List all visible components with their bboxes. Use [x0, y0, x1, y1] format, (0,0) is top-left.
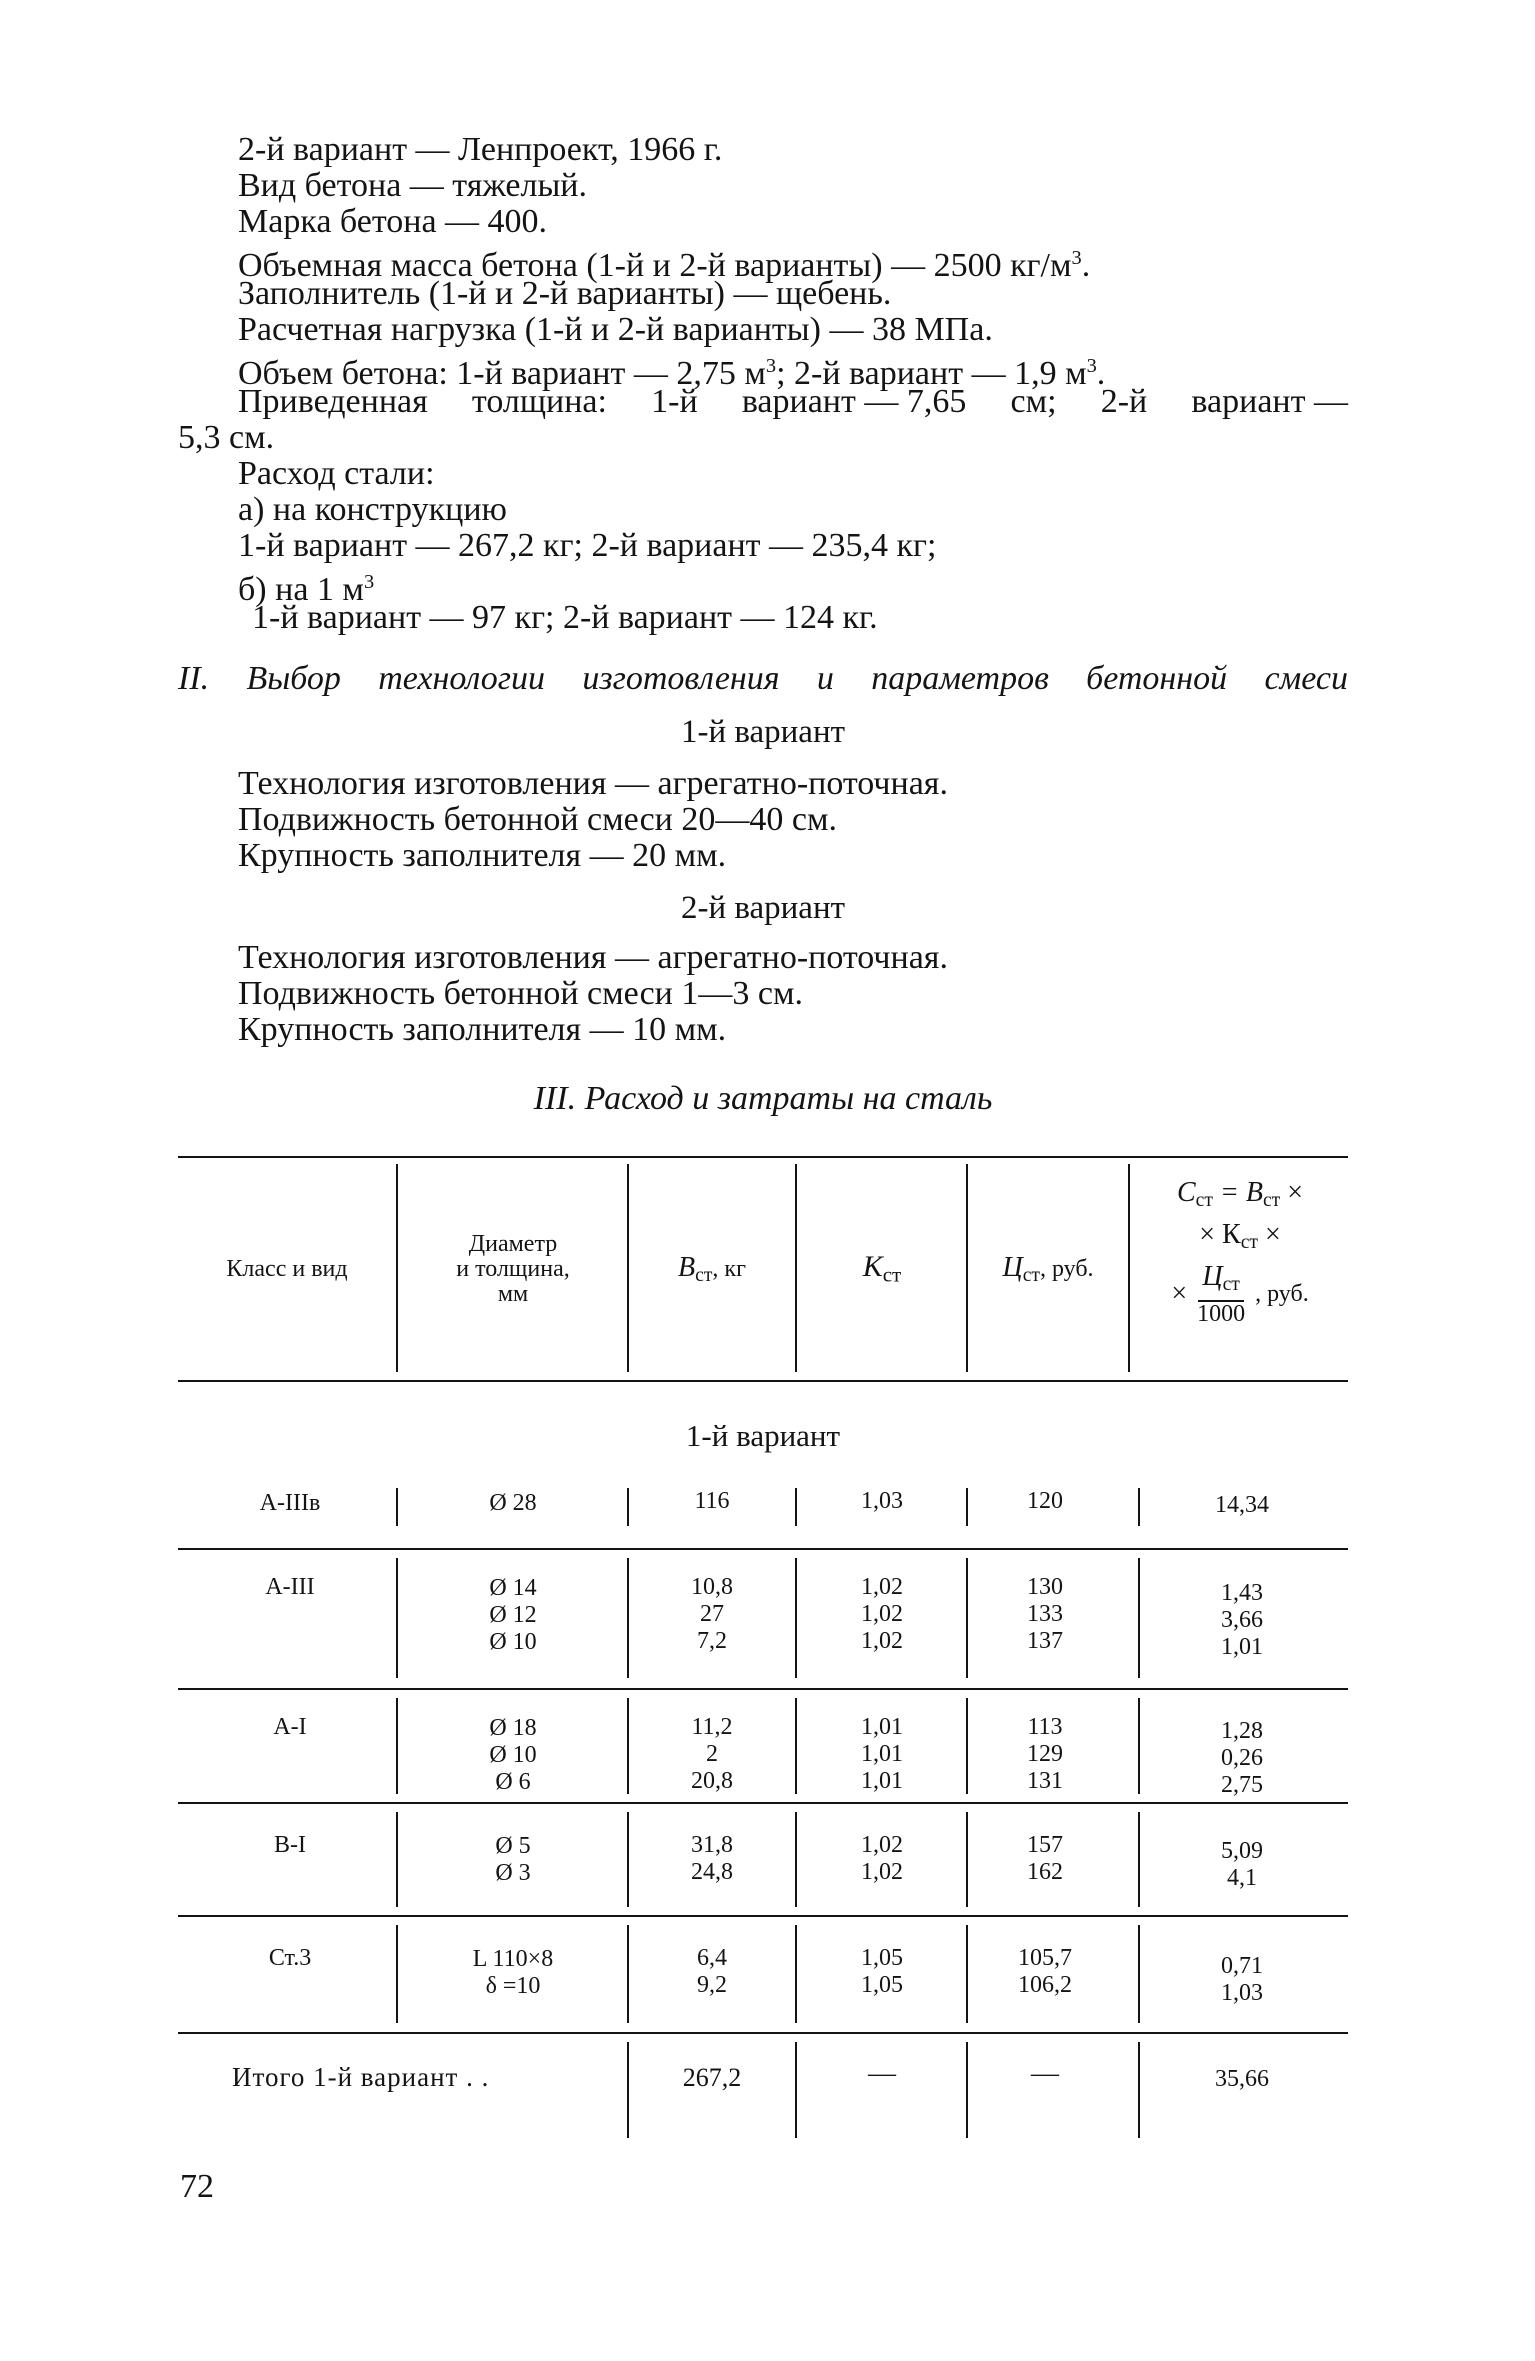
- table-col-rule: [627, 2042, 629, 2138]
- cell-b: 116: [694, 1488, 730, 1514]
- total-label: Итого 1-й вариант . .: [232, 2062, 490, 2092]
- cell-b: 10,8 27 7,2: [691, 1574, 733, 1654]
- table-row-rule: [178, 1915, 1348, 1917]
- table-col-rule: [966, 1812, 968, 1907]
- table-col-rule: [795, 1164, 797, 1372]
- intro-per-m3-values: 1-й вариант — 97 кг; 2-й вариант — 124 кг.: [252, 599, 878, 636]
- table-row-rule: [178, 1802, 1348, 1804]
- cell-diameter: L 110×8 δ =10: [472, 1946, 554, 1999]
- cell-k: 1,02 1,02 1,02: [861, 1574, 903, 1654]
- cell-diameter: Ø 14 Ø 12 Ø 10: [489, 1575, 537, 1655]
- cell-s: 5,09 4,1: [1221, 1838, 1263, 1891]
- cell-s: 1,43 3,66 1,01: [1221, 1580, 1263, 1660]
- cell-b: 31,8 24,8: [691, 1832, 733, 1885]
- table-col-rule: [1138, 2042, 1140, 2138]
- cell-k: 1,03: [861, 1488, 903, 1514]
- formula-fraction: $Ц_{ст}$ 1000: [1197, 1260, 1246, 1327]
- intro-steel-consumption: Расход стали:: [238, 455, 435, 492]
- table-col-rule: [1138, 1812, 1140, 1907]
- header-formula: [1132, 1176, 1348, 1327]
- intro-concrete-grade: Марка бетона — 400.: [238, 203, 548, 240]
- table-total-rule: [178, 2032, 1348, 2034]
- cell-c: 130 133 137: [1027, 1574, 1063, 1654]
- cell-b: 11,2 2 20,8: [691, 1714, 733, 1794]
- intro-volume: Объем бетона: 1-й вариант — 2,75 $м^3$; 2-й вариант — 1,9 $м^3$.: [238, 355, 1106, 393]
- intro-per-structure-values: 1-й вариант — 267,2 кг; 2-й вариант — 235,4 кг;: [238, 527, 937, 564]
- cell-k: 1,02 1,02: [861, 1832, 903, 1885]
- table-col-rule: [966, 1164, 968, 1372]
- cell-k: 1,01 1,01 1,01: [861, 1714, 903, 1794]
- table-col-rule: [627, 1488, 629, 1526]
- section2-title: II. Выбор технологии изготовления и параметров бетонной смеси: [178, 660, 1348, 697]
- formula-line1: $С_{ст} = В_{ст}$ ×: [1176, 1177, 1303, 1211]
- page-number: 72: [180, 2168, 214, 2205]
- table-col-rule: [396, 1812, 398, 1907]
- cell-class: А-IIIв: [259, 1490, 321, 1516]
- table-col-rule: [1138, 1488, 1140, 1526]
- table-col-rule: [795, 2042, 797, 2138]
- header-diameter: Диаметр и толщина, мм: [456, 1231, 570, 1307]
- table-row-rule: [178, 1688, 1348, 1690]
- cell-s: 1,28 0,26 2,75: [1221, 1718, 1263, 1798]
- table-col-rule: [966, 1925, 968, 2023]
- cell-c: 105,7 106,2: [1018, 1945, 1072, 1998]
- cell-c: 120: [1027, 1488, 1063, 1514]
- cell-diameter: Ø 28: [489, 1490, 537, 1516]
- formula-line2: × $К_{ст}$ ×: [1199, 1218, 1281, 1253]
- section2-v2-mobility: Подвижность бетонной смеси 1—3 см.: [238, 975, 803, 1012]
- cell-c: 113 129 131: [1027, 1714, 1063, 1794]
- section2-v2-technology: Технология изготовления — агрегатно-поточная.: [238, 939, 948, 976]
- intro-bulk-density: Объемная масса бетона (1-й и 2-й варианты) — 2500 $кг/м^3$.: [238, 247, 1091, 285]
- intro-per-structure: а) на конструкцию: [238, 491, 507, 528]
- table-col-rule: [627, 1164, 629, 1372]
- header-b: $В_{ст}$, кг: [678, 1252, 746, 1286]
- table-col-rule: [795, 1558, 797, 1678]
- table-col-rule: [966, 1558, 968, 1678]
- table-col-rule: [396, 1925, 398, 2023]
- section3-title: III. Расход и затраты на сталь: [533, 1080, 993, 1117]
- section2-v1-mobility: Подвижность бетонной смеси 20—40 см.: [238, 801, 837, 838]
- table-col-rule: [1138, 1925, 1140, 2023]
- intro-concrete-type: Вид бетона — тяжелый.: [238, 167, 587, 204]
- section2-variant1-label: 1-й вариант: [680, 714, 846, 750]
- cell-k: 1,05 1,05: [861, 1945, 903, 1998]
- section2-v1-technology: Технология изготовления — агрегатно-поточная.: [238, 765, 948, 802]
- formula-line3: × $Ц_{ст}$ 1000 , руб.: [1171, 1260, 1309, 1327]
- table-col-rule: [1138, 1558, 1140, 1678]
- total-s: 35,66: [1215, 2066, 1269, 2092]
- table-col-rule: [966, 1488, 968, 1526]
- table-col-rule: [1138, 1698, 1140, 1794]
- table-col-rule: [795, 1698, 797, 1794]
- cell-class: А-I: [273, 1714, 307, 1740]
- cell-diameter: Ø 18 Ø 10 Ø 6: [489, 1715, 537, 1795]
- table-col-rule: [627, 1558, 629, 1678]
- table-col-rule: [396, 1698, 398, 1794]
- table-top-rule: [178, 1156, 1348, 1158]
- total-b: 267,2: [682, 2063, 742, 2092]
- intro-design-load: Расчетная нагрузка (1-й и 2-й варианты) — 38 МПа.: [238, 311, 993, 348]
- intro-reduced-thickness: Приведенная толщина: 1-й вариант — 7,65 см; 2-й вариант —: [238, 383, 1348, 420]
- section2-v1-filler-size: Крупность заполнителя — 20 мм.: [238, 837, 727, 874]
- cell-diameter: Ø 5 Ø 3: [495, 1833, 531, 1886]
- table-col-rule: [396, 1488, 398, 1526]
- section2-variant2-label: 2-й вариант: [680, 890, 846, 926]
- cell-class: А-III: [265, 1574, 315, 1600]
- cell-b: 6,4 9,2: [697, 1945, 727, 1998]
- total-k: —: [868, 2058, 896, 2089]
- table-header-rule: [178, 1380, 1348, 1382]
- intro-per-m3: б) на 1 $м^3$: [238, 571, 375, 609]
- table-col-rule: [1128, 1164, 1130, 1372]
- cell-s: 0,71 1,03: [1221, 1953, 1263, 2006]
- intro-reduced-thickness-cont: 5,3 см.: [178, 419, 275, 456]
- header-k: $К_{ст}$: [862, 1250, 902, 1287]
- cell-s: 14,34: [1215, 1492, 1269, 1518]
- table-col-rule: [795, 1925, 797, 2023]
- table-col-rule: [396, 1558, 398, 1678]
- cell-class: В-I: [274, 1832, 306, 1858]
- table-col-rule: [627, 1925, 629, 2023]
- section2-v2-filler-size: Крупность заполнителя — 10 мм.: [238, 1011, 727, 1048]
- table-col-rule: [966, 1698, 968, 1794]
- table-row-rule: [178, 1548, 1348, 1550]
- cell-class: Ст.3: [268, 1945, 312, 1971]
- header-c: $Ц_{ст}$, руб.: [1002, 1252, 1094, 1286]
- table-col-rule: [396, 1164, 398, 1372]
- table-col-rule: [795, 1812, 797, 1907]
- intro-variant2: 2-й вариант — Ленпроект, 1966 г.: [238, 131, 723, 168]
- table-variant-label: 1-й вариант: [685, 1418, 841, 1453]
- total-c: —: [1031, 2058, 1059, 2089]
- table-col-rule: [966, 2042, 968, 2138]
- header-class-type: Класс и вид: [226, 1256, 348, 1282]
- table-col-rule: [627, 1698, 629, 1794]
- intro-filler: Заполнитель (1-й и 2-й варианты) — щебень.: [238, 275, 892, 312]
- cell-c: 157 162: [1027, 1832, 1063, 1885]
- table-col-rule: [795, 1488, 797, 1526]
- table-col-rule: [627, 1812, 629, 1907]
